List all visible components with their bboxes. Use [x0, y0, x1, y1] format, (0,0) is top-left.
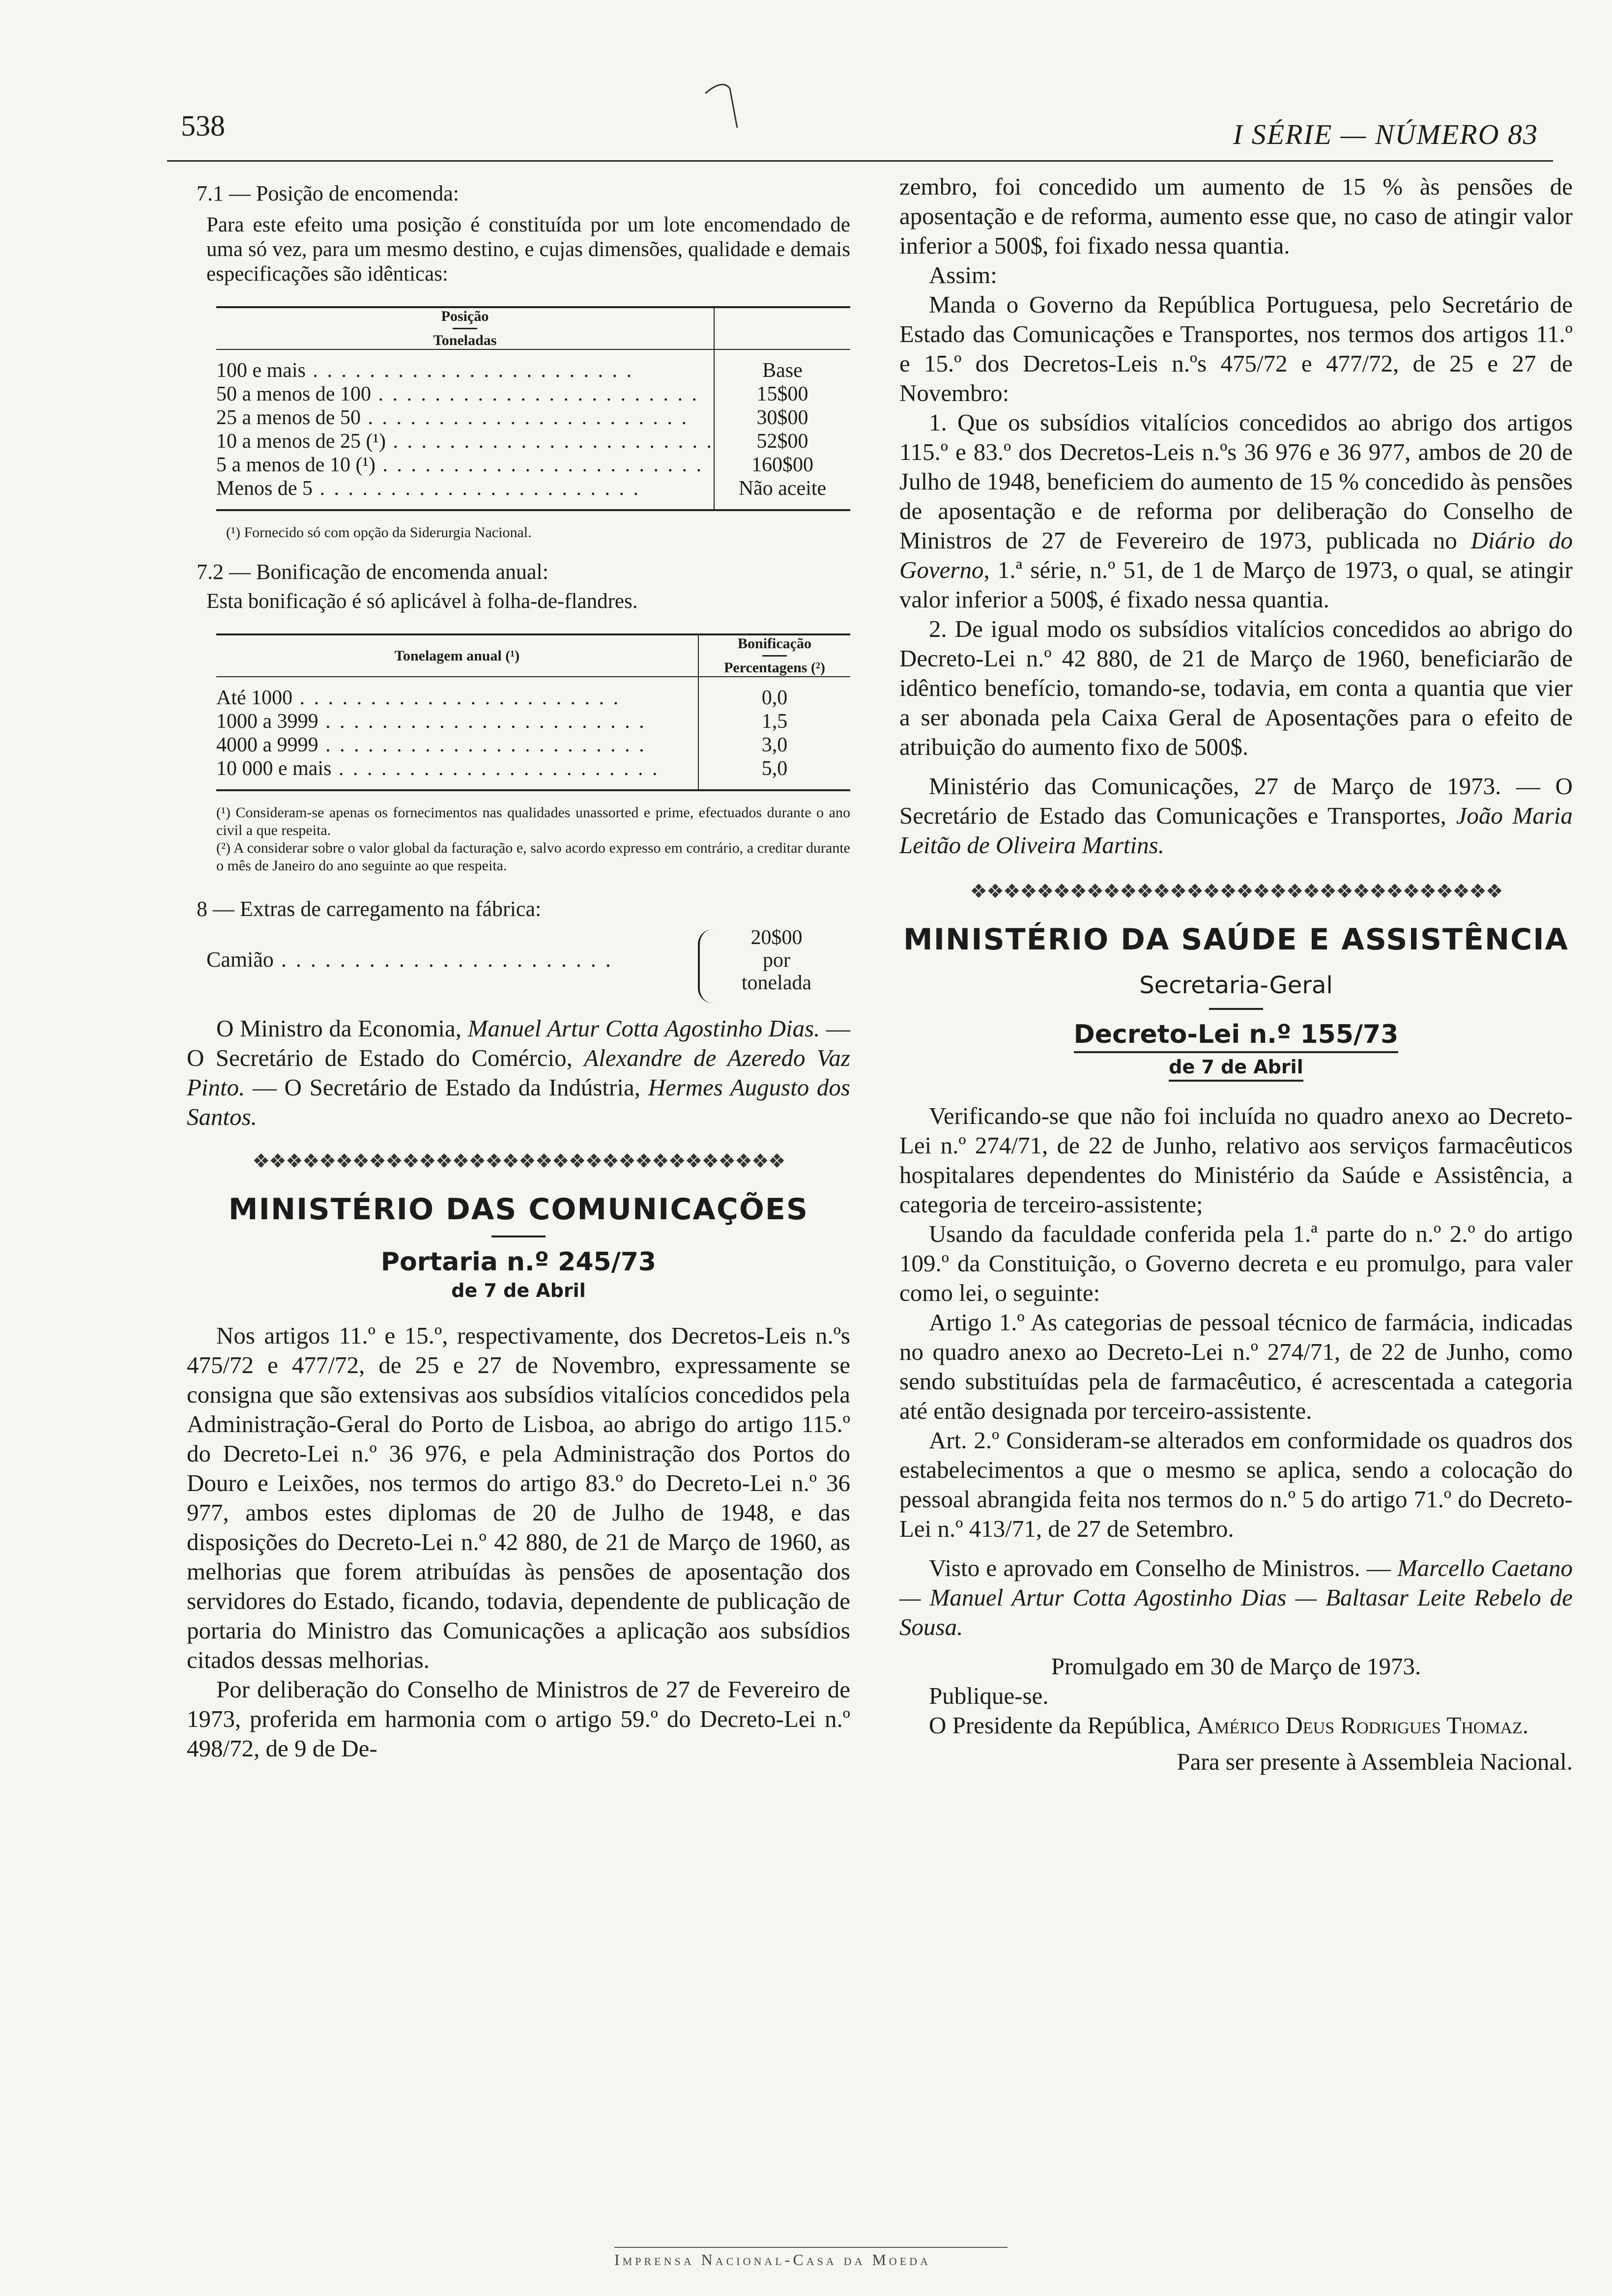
portaria-paragraph-2: Por deliberação do Conselho de Ministros de 27 de Fevereiro de 1973, proferida em harmonia com o artigo 59.º do Decreto-Lei n.º 498/72, de 9 de De- — [187, 1676, 850, 1762]
manda-paragraph: Manda o Governo da República Portuguesa, pelo Secretário de Estado das Comunicações e Transportes, nos termos dos artigos 11.º e 15.º dos Decretos-Leis n.ºs 475/72 e 477/72, de 25 e 27 de Novembro: — [899, 291, 1573, 406]
table2-head-percent: Percentagens (²) — [724, 660, 825, 676]
extras-label: Camião . . . — [206, 948, 693, 972]
series-header: I SÉRIE — NÚMERO 83 — [1233, 118, 1538, 150]
ministry-signature — [899, 772, 1573, 860]
table1-row-value: Não aceite — [738, 477, 827, 500]
assim-label: Assim: — [929, 261, 997, 288]
footer-rule — [614, 2247, 1008, 2248]
approval — [899, 1553, 1573, 1642]
table1-footnote: (¹) Fornecido só com opção da Siderurgia Nacional. — [226, 524, 532, 541]
item-1-text-end: , 1.ª série, n.º 51, de 1 de Março de 1973, o qual, se atingir valor inferior a 500$, é fixado nessa quantia. — [899, 556, 1573, 613]
signature-name: Hermes Augusto dos Santos. — [187, 1074, 850, 1130]
document-title: Portaria n.º 245/73 — [380, 1247, 657, 1277]
table2-row-value: 3,0 — [761, 734, 788, 756]
right-column — [899, 172, 1573, 1777]
table2-row-label: Até 1000 . . . — [216, 686, 698, 710]
table1-head-tonnes: Toneladas — [433, 332, 497, 348]
signature-text: — O Secretário de Estado do Comércio, — [187, 1015, 851, 1071]
bonus-table — [216, 633, 850, 791]
table1-row-value: Base — [762, 359, 803, 382]
table2-head-tonnage: Tonelagem anual (¹) — [394, 647, 520, 664]
ornament-divider: ❖❖❖❖❖❖❖❖❖❖❖❖❖❖❖❖❖❖❖❖❖❖❖❖❖❖❖❖❖❖❖❖ — [970, 880, 1502, 902]
article-1: Artigo 1.º As categorias de pessoal técnico de farmácia, indicadas no quadro anexo ao Decreto-Lei n.º 274/71, de 22 de Junho, como sendo substituídas pela de farmacêutico, é acrescentada a categoria até então designada por terceiro-assistente. — [899, 1309, 1573, 1424]
section-7-1-text: Para este efeito uma posição é constituída por um lote encomendado de uma só vez, para um mesmo destino, e cujas dimensões, qualidade e demais especificações são idênticas: — [206, 213, 850, 286]
short-rule — [1209, 1008, 1263, 1010]
table1-row-label: 10 a menos de 25 (¹) . . . — [216, 430, 714, 453]
assembly-note: Para ser presente à Assembleia Nacional. — [1177, 1748, 1573, 1775]
item-1-italic: Diário do Governo — [899, 527, 1573, 583]
extras-value — [727, 926, 826, 994]
table2-row-value: 5,0 — [761, 757, 788, 780]
table2-row-label: 10 000 e mais . . . — [216, 757, 698, 780]
table1-row-label: 50 a menos de 100 . . . — [216, 382, 714, 406]
section-7-2-title: 7.2 — Bonificação de encomenda anual: — [197, 560, 548, 584]
table1-row-label: 25 a menos de 50 . . . — [216, 406, 714, 430]
document-title — [899, 1020, 1573, 1053]
signature-name: Alexandre de Azeredo Vaz Pinto. — [187, 1044, 850, 1101]
document-date — [899, 1056, 1573, 1082]
portaria-paragraph-1: Nos artigos 11.º e 15.º, respectivamente, dos Decretos-Leis n.ºs 475/72 e 477/72, de 25 e 27 de Novembro, expressamente se consigna que são extensivas aos subsídios vitalícios concedidos pela Administração-Geral do Porto de Lisboa, ao abrigo do artigo 115.º do Decreto-Lei n.º 36 976, e pela Administração dos Portos do Douro e Leixões, nos termos do artigo 83.º do Decreto-Lei n.º 36 977, ambos estes diplomas de 20 de Julho de 1948, e das disposições do Decreto-Lei n.º 42 880, de 21 de Março de 1960, as melhorias que forem atribuídas às pensões de aposentação dos servidores do Estado, ficando, todavia, dependente de publicação de portaria do Ministro das Comunicações a aplicação aos subsídios citados dessas melhorias. — [187, 1322, 850, 1673]
table2-footnote-1: (¹) Consideram-se apenas os fornecimentos nas qualidades unassorted e prime, efectuados durante o ano civil a que respeita. — [216, 804, 850, 838]
table1-row-label: 100 e mais . . . — [216, 359, 714, 382]
decree-paragraph-1: Verificando-se que não foi incluída no quadro anexo ao Decreto-Lei n.º 274/71, de 22 de Junho, relativo aos serviços farmacêuticos hospitalares dependentes do Ministério da Saúde e Assistência, a categoria de terceiro-assistente; — [899, 1102, 1573, 1218]
decree-paragraph-2: Usando da faculdade conferida pela 1.ª parte do n.º 2.º do artigo 109.º da Constituição, o Governo decreta e eu promulgo, para valer como lei, o seguinte: — [899, 1220, 1573, 1306]
table1-row-value: 30$00 — [756, 406, 808, 429]
document-title-text: Decreto-Lei n.º 155/73 — [1074, 1020, 1399, 1053]
signature-text: — O Secretário de Estado da Indústria, — [253, 1074, 640, 1101]
page-number: 538 — [181, 110, 225, 142]
table2-row-label: 4000 a 9999 . . . — [216, 733, 698, 757]
table1-row-value: 52$00 — [756, 430, 808, 453]
extras-value-line: por — [763, 949, 790, 972]
approval-names: Marcello Caetano — Manuel Artur Cotta Agostinho Dias — Baltasar Leite Rebelo de Sousa. — [899, 1554, 1573, 1640]
approval-text: Visto e aprovado em Conselho de Ministros. — — [929, 1554, 1391, 1581]
signature-text: Ministério das Comunicações, 27 de Março de 1973. — O Secretário de Estado das Comunicações e Transportes, — [899, 773, 1573, 829]
ornament-divider: ❖❖❖❖❖❖❖❖❖❖❖❖❖❖❖❖❖❖❖❖❖❖❖❖❖❖❖❖❖❖❖❖ — [252, 1150, 785, 1172]
loading-extras — [187, 926, 850, 1010]
item-1-text: 1. Que os subsídios vitalícios concedidos ao abrigo dos artigos 115.º e 83.º dos Decretos-Leis n.ºs 36 976 e 36 977, ambos de 20 de Julho de 1948, beneficiem do aumento de 15 % concedido às pensões de aposentação e de reforma por deliberação do Conselho de Ministros de 27 de Fevereiro de 1973, publicada no — [899, 409, 1573, 554]
president-name: Américo Deus Rodrigues Thomaz. — [1197, 1712, 1529, 1739]
handwritten-mark — [703, 74, 742, 133]
promulgation: Promulgado em 30 de Março de 1973. — [1051, 1653, 1421, 1680]
table2-row-value: 1,5 — [761, 710, 788, 733]
ministry-heading: MINISTÉRIO DA SAÚDE E ASSISTÊNCIA — [903, 922, 1569, 957]
table1-row-label: Menos de 5 . . . — [216, 477, 714, 500]
signature-name: Manuel Artur Cotta Agostinho Dias. — [467, 1015, 820, 1042]
item-2: 2. De igual modo os subsídios vitalícios concedidos ao abrigo do Decreto-Lei n.º 42 880, de 21 de Março de 1960, beneficiarão de idêntico benefício, tomando-se, todavia, em conta a quantia que vier a ser abonada pela Caixa Geral de Aposentações para o efeito de atribuição do aumento fixo de 500$. — [899, 615, 1573, 760]
printer-footer: Imprensa Nacional-Casa da Moeda — [614, 2251, 931, 2268]
president-title: O Presidente da República, — [929, 1712, 1191, 1739]
brace — [698, 929, 713, 1003]
table2-footnote-2: (²) A considerar sobre o valor global da facturação e, salvo acordo expresso em contrário, a creditar durante o mês de Janeiro do ano seguinte ao que respeita. — [216, 840, 850, 874]
header-rule — [167, 160, 1553, 162]
president-signature — [899, 1711, 1573, 1740]
ministry-heading: MINISTÉRIO DAS COMUNICAÇÕES — [228, 1192, 809, 1227]
left-column — [187, 172, 850, 1763]
table1-row-value: 160$00 — [751, 454, 813, 476]
signature-name: João Maria Leitão de Oliveira Martins. — [899, 802, 1573, 859]
extras-value-line: tonelada — [741, 972, 812, 994]
item-1 — [899, 408, 1573, 614]
publique: Publique-se. — [929, 1682, 1049, 1709]
table1-head-position: Posição — [441, 308, 489, 324]
portaria-paragraph-continued: zembro, foi concedido um aumento de 15 % às pensões de aposentação e de reforma, aumento esse que, no caso de atingir valor inferior a 500$, foi fixado nessa quantia. — [899, 173, 1573, 259]
table2-row-label: 1000 a 3999 . . . — [216, 710, 698, 733]
section-7-1-title: 7.1 — Posição de encomenda: — [197, 181, 459, 205]
section-8-title: 8 — Extras de carregamento na fábrica: — [197, 897, 542, 921]
table1-row-label: 5 a menos de 10 (¹) . . . — [216, 453, 714, 477]
extras-value-line: 20$00 — [750, 926, 803, 949]
secretaria-heading: Secretaria-Geral — [1139, 972, 1333, 999]
article-2: Art. 2.º Consideram-se alterados em conformidade os quadros dos estabelecimentos a que o mesmo se aplica, sendo a colocação do pessoal abrangida feita nos termos do n.º 5 do artigo 71.º do Decreto-Lei n.º 413/71, de 27 de Setembro. — [899, 1427, 1573, 1542]
document-date: de 7 de Abril — [451, 1280, 586, 1301]
section-7-2-text: Esta bonificação é só aplicável à folha-de-flandres. — [206, 590, 638, 613]
table2-head-bonus: Bonificação — [738, 635, 811, 652]
economy-signatures — [187, 1014, 850, 1132]
short-rule — [491, 1235, 546, 1237]
table2-row-value: 0,0 — [761, 687, 788, 709]
position-table — [216, 306, 850, 511]
document-date-text: de 7 de Abril — [1169, 1056, 1303, 1082]
table1-row-value: 15$00 — [756, 383, 808, 405]
signature-text: O Ministro da Economia, — [216, 1015, 462, 1042]
